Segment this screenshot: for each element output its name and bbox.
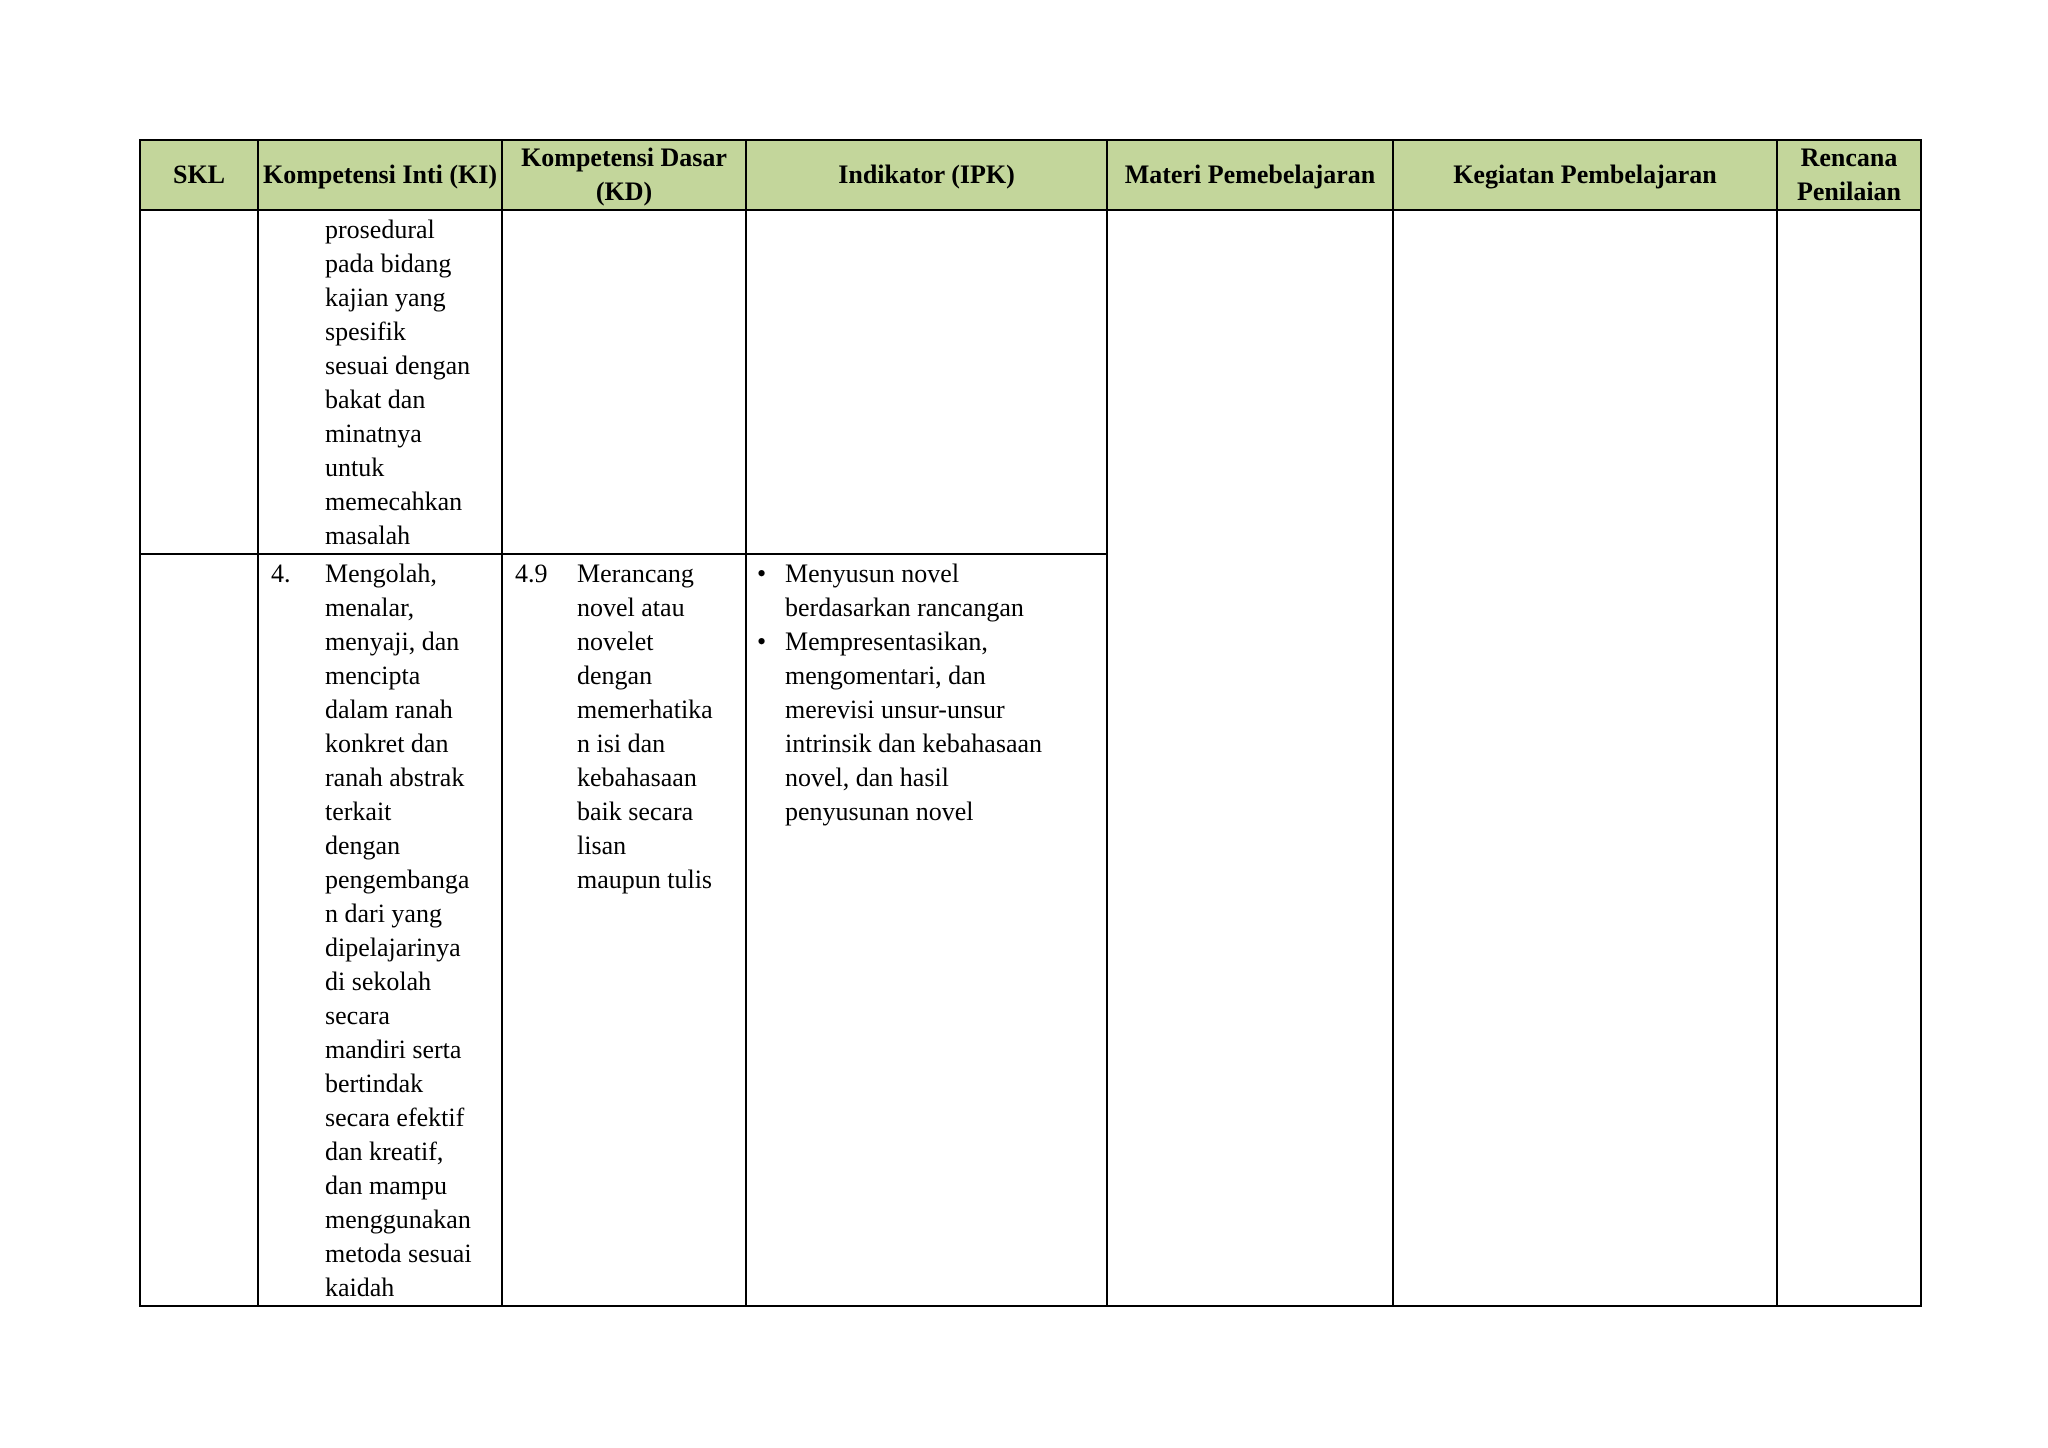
text-line: baik secara: [577, 797, 694, 826]
ki-number: 4.: [271, 559, 291, 588]
text-line: mengomentari, dan: [785, 661, 986, 690]
kegiatan-cell: [1393, 210, 1777, 1306]
text-line: spesifik: [325, 317, 406, 346]
text-line: sesuai dengan: [325, 351, 471, 380]
text-line: bakat dan: [325, 385, 426, 414]
text-line: intrinsik dan kebahasaan: [785, 729, 1043, 758]
skl-cell: [140, 554, 258, 1306]
skl-cell: [140, 210, 258, 554]
ki-continued-text: [259, 211, 501, 553]
text-line: Mempresentasikan,: [785, 627, 988, 656]
text-line: kaidah: [325, 1273, 395, 1302]
lesson-plan-table: [139, 139, 1922, 1307]
text-line: secara: [325, 1001, 390, 1030]
text-line: maupun tulis: [577, 865, 713, 894]
ipk-list: [747, 555, 1106, 829]
text-line: di sekolah: [325, 967, 432, 996]
penilaian-cell: [1777, 210, 1921, 1306]
materi-cell: [1107, 210, 1393, 1306]
header-ipk: Indikator (IPK): [746, 140, 1107, 210]
ipk-cell: [746, 554, 1107, 1306]
text-line: menalar,: [325, 593, 415, 622]
text-line: Mengolah,: [325, 559, 437, 588]
ipk-cell: [746, 210, 1107, 554]
text-line: kajian yang: [325, 283, 446, 312]
kd-item: [503, 555, 745, 897]
kd-cell: [502, 554, 746, 1306]
text-line: dengan: [577, 661, 653, 690]
text-line: metoda sesuai: [325, 1239, 472, 1268]
header-ki: Kompetensi Inti (KI): [258, 140, 502, 210]
header-materi: Materi Pemebelajaran: [1107, 140, 1393, 210]
text-line: mandiri serta: [325, 1035, 462, 1064]
text-line: novelet: [577, 627, 654, 656]
text-line: novel, dan hasil: [785, 763, 949, 792]
text-line: n dari yang: [325, 899, 442, 928]
kd-number: 4.9: [515, 559, 548, 588]
text-line: Merancang: [577, 559, 694, 588]
text-line: masalah: [325, 521, 411, 550]
text-line: dan mampu: [325, 1171, 448, 1200]
text-line: ranah abstrak: [325, 763, 465, 792]
text-line: secara efektif: [325, 1103, 465, 1132]
text-line: dan kreatif,: [325, 1137, 444, 1166]
text-line: dipelajarinya: [325, 933, 461, 962]
ki-item: [259, 555, 501, 1305]
table-header-row: [140, 140, 1921, 210]
text-line: pada bidang: [325, 249, 452, 278]
text-line: memecahkan: [325, 487, 463, 516]
text-line: menyaji, dan: [325, 627, 460, 656]
ki-cell: [258, 554, 502, 1306]
text-line: untuk: [325, 453, 385, 482]
text-line: terkait: [325, 797, 392, 826]
text-line: memerhatika: [577, 695, 713, 724]
text-line: dalam ranah: [325, 695, 453, 724]
text-line: pengembanga: [325, 865, 470, 894]
text-line: n isi dan: [577, 729, 666, 758]
text-line: menggunakan: [325, 1205, 471, 1234]
bullet-icon: •: [757, 627, 767, 656]
bullet-icon: •: [757, 559, 767, 588]
header-kegiatan: Kegiatan Pembelajaran: [1393, 140, 1777, 210]
text-line: Menyusun novel: [785, 559, 960, 588]
list-item: [757, 625, 1106, 829]
text-line: lisan: [577, 831, 627, 860]
text-line: mencipta: [325, 661, 421, 690]
text-line: kebahasaan: [577, 763, 697, 792]
text-line: berdasarkan rancangan: [785, 593, 1024, 622]
ki-cell: [258, 210, 502, 554]
text-line: dengan: [325, 831, 401, 860]
text-line: bertindak: [325, 1069, 424, 1098]
header-kd: Kompetensi Dasar (KD): [502, 140, 746, 210]
header-skl: SKL: [140, 140, 258, 210]
header-penilaian: Rencana Penilaian: [1777, 140, 1921, 210]
text-line: penyusunan novel: [785, 797, 974, 826]
text-line: minatnya: [325, 419, 422, 448]
text-line: konkret dan: [325, 729, 449, 758]
kd-cell: [502, 210, 746, 554]
text-line: novel atau: [577, 593, 685, 622]
table-row: [140, 210, 1921, 554]
list-item: [757, 557, 1106, 625]
text-line: prosedural: [325, 215, 435, 244]
text-line: merevisi unsur-unsur: [785, 695, 1005, 724]
